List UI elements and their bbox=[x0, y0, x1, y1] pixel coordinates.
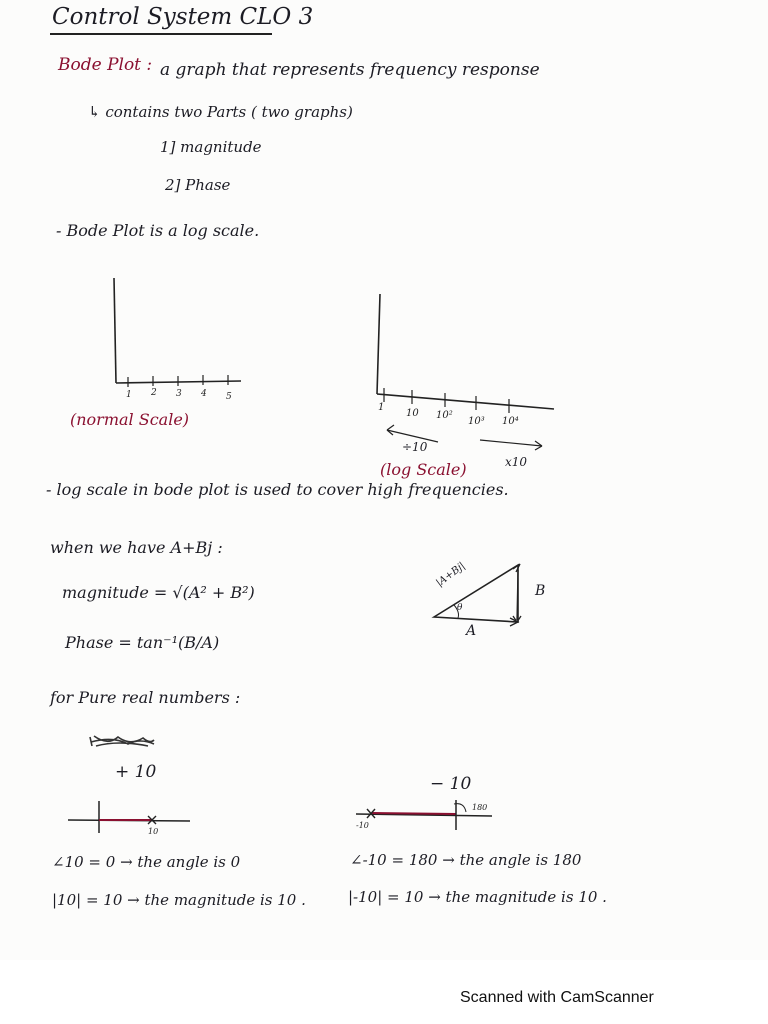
log-divide-label: ÷10 bbox=[402, 440, 428, 454]
bode-contains: ↳ contains two Parts ( two graphs) bbox=[88, 103, 353, 121]
bode-item-phase: 2] Phase bbox=[165, 176, 231, 194]
negative-value: − 10 bbox=[430, 774, 472, 794]
log-scale-sketch bbox=[370, 290, 560, 450]
triangle-hypotenuse-label: |A+Bj| bbox=[434, 560, 468, 589]
log-scale-caption: (log Scale) bbox=[380, 460, 467, 479]
triangle-side-a: A bbox=[466, 623, 477, 639]
normal-tick-1: 1 bbox=[126, 390, 132, 400]
log-tick-10000: 10⁴ bbox=[502, 416, 519, 427]
log-usage-note: - log scale in bode plot is used to cover high frequencies. bbox=[46, 480, 509, 499]
pure-real-heading: for Pure real numbers : bbox=[50, 688, 241, 707]
bode-log-note: - Bode Plot is a log scale. bbox=[56, 221, 260, 240]
magnitude-formula: magnitude = √(A² + B²) bbox=[62, 583, 255, 602]
phase-formula: Phase = tan⁻¹(B/A) bbox=[65, 633, 220, 652]
page-title: Control System CLO 3 bbox=[52, 4, 314, 30]
negative-number-line bbox=[354, 796, 496, 834]
normal-tick-3: 3 bbox=[176, 389, 182, 399]
normal-tick-5: 5 bbox=[226, 392, 232, 402]
pos-angle-equation: ∠10 = 0 → the angle is 0 bbox=[52, 853, 241, 871]
pos-magnitude-equation: |10| = 10 → the magnitude is 10 . bbox=[52, 891, 306, 909]
triangle-angle-label: θ bbox=[457, 603, 463, 613]
log-tick-100: 10² bbox=[436, 410, 453, 421]
log-multiply-label: x10 bbox=[505, 455, 528, 469]
neg-magnitude-equation: |-10| = 10 → the magnitude is 10 . bbox=[348, 888, 607, 906]
normal-scale-caption: (normal Scale) bbox=[70, 410, 190, 429]
positive-number-line bbox=[66, 798, 196, 838]
complex-heading: when we have A+Bj : bbox=[50, 538, 223, 557]
bode-item-magnitude: 1] magnitude bbox=[160, 138, 262, 156]
positive-value: + 10 bbox=[115, 762, 157, 782]
title-underline bbox=[50, 33, 272, 35]
normal-tick-4: 4 bbox=[201, 389, 207, 399]
scribbled-out-text bbox=[88, 734, 156, 748]
angle-180-label: 180 bbox=[472, 803, 488, 812]
triangle-side-b: B bbox=[535, 583, 546, 599]
log-tick-10: 10 bbox=[406, 408, 419, 419]
bode-definition: a graph that represents frequency response bbox=[160, 60, 540, 80]
negative-axis-label: -10 bbox=[356, 821, 369, 830]
normal-scale-sketch bbox=[100, 275, 250, 405]
log-tick-1: 1 bbox=[378, 402, 385, 413]
bode-term: Bode Plot : bbox=[58, 55, 153, 75]
positive-axis-label: 10 bbox=[148, 827, 159, 836]
scanner-watermark: Scanned with CamScanner bbox=[460, 989, 654, 1006]
log-tick-1000: 10³ bbox=[468, 416, 485, 427]
normal-tick-2: 2 bbox=[151, 388, 157, 398]
neg-angle-equation: ∠-10 = 180 → the angle is 180 bbox=[350, 851, 582, 869]
